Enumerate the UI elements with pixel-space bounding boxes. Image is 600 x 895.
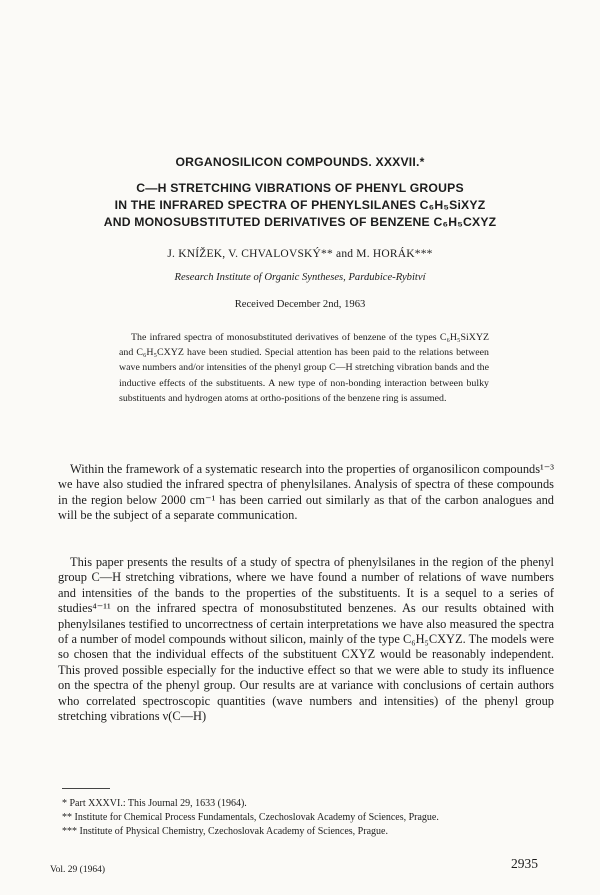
- abstract: The infrared spectra of monosubstituted derivatives of benzene of the types C₆H₅SiXYZ and C₆H₅CXYZ have been studied. Special attention has been paid to the relations between wave numbers and/or intensities of the phenyl group C—H stretching vibration bands and the inductive effects of the substituents. A new type of non-bonding interaction between bulky substituents and hydrogen atoms at ortho-positions of the benzene ring is assumed.: [119, 332, 489, 404]
- series-title: ORGANOSILICON COMPOUNDS. XXXVII.*: [175, 155, 425, 169]
- footnote-rule: [62, 788, 110, 789]
- footnote-3: *** Institute of Physical Chemistry, Czechoslovak Academy of Sciences, Prague.: [62, 826, 388, 837]
- paper-title-line-1: C—H STRETCHING VIBRATIONS OF PHENYL GROUPS: [136, 181, 464, 195]
- footnote-2: ** Institute for Chemical Process Fundamentals, Czechoslovak Academy of Sciences, Prague.: [62, 812, 439, 823]
- affiliation: Research Institute of Organic Syntheses, Pardubice-Rybitví: [174, 272, 426, 283]
- authors: J. KNÍŽEK, V. CHVALOVSKÝ** and M. HORÁK***: [167, 248, 433, 260]
- body-paragraph-2: This paper presents the results of a study of spectra of phenylsilanes in the region of the phenyl group C—H stretching vibrations, where we have found a number of relations of wave numbers and intensities of the bands to the properties of the substituents. It is a sequel to a series of studies⁴⁻¹¹ on the infrared spectra of monosubstituted benzenes. As our results obtained with phenylsilanes testified to uncorrectness of certain interpretations we have also measured the spectra of a number of model compounds without silicon, mainly of the type C₆H₅CXYZ. The models were so chosen that the individual effects of the substituent CXYZ would be reasonably independent. This proved possible especially for the inductive effect so that we were able to study its influence on the spectra of the phenyl group. Our results are at variance with conclusions of certain authors who correlated spectroscopic quantities (wave numbers and intensities) of the phenyl group stretching vibrations ν(C—H): [58, 555, 554, 724]
- body-paragraph-1: Within the framework of a systematic research into the properties of organosilicon compounds¹⁻³ we have also studied the infrared spectra of phenylsilanes. Analysis of spectra of these compounds in the region below 2000 cm⁻¹ has been carried out similarly as that of the carbon analogues and will be the subject of a separate communication.: [58, 462, 554, 523]
- received-date: Received December 2nd, 1963: [234, 299, 366, 310]
- paper-title-line-2: IN THE INFRARED SPECTRA OF PHENYLSILANES C₆H₅SiXYZ: [114, 198, 486, 212]
- footnote-1: * Part XXXVI.: This Journal 29, 1633 (1964).: [62, 798, 247, 809]
- journal-reference: Vol. 29 (1964): [50, 865, 105, 875]
- paper-title-line-3: AND MONOSUBSTITUTED DERIVATIVES OF BENZENE C₆H₅CXYZ: [103, 215, 497, 229]
- page-number: 2935: [511, 856, 538, 871]
